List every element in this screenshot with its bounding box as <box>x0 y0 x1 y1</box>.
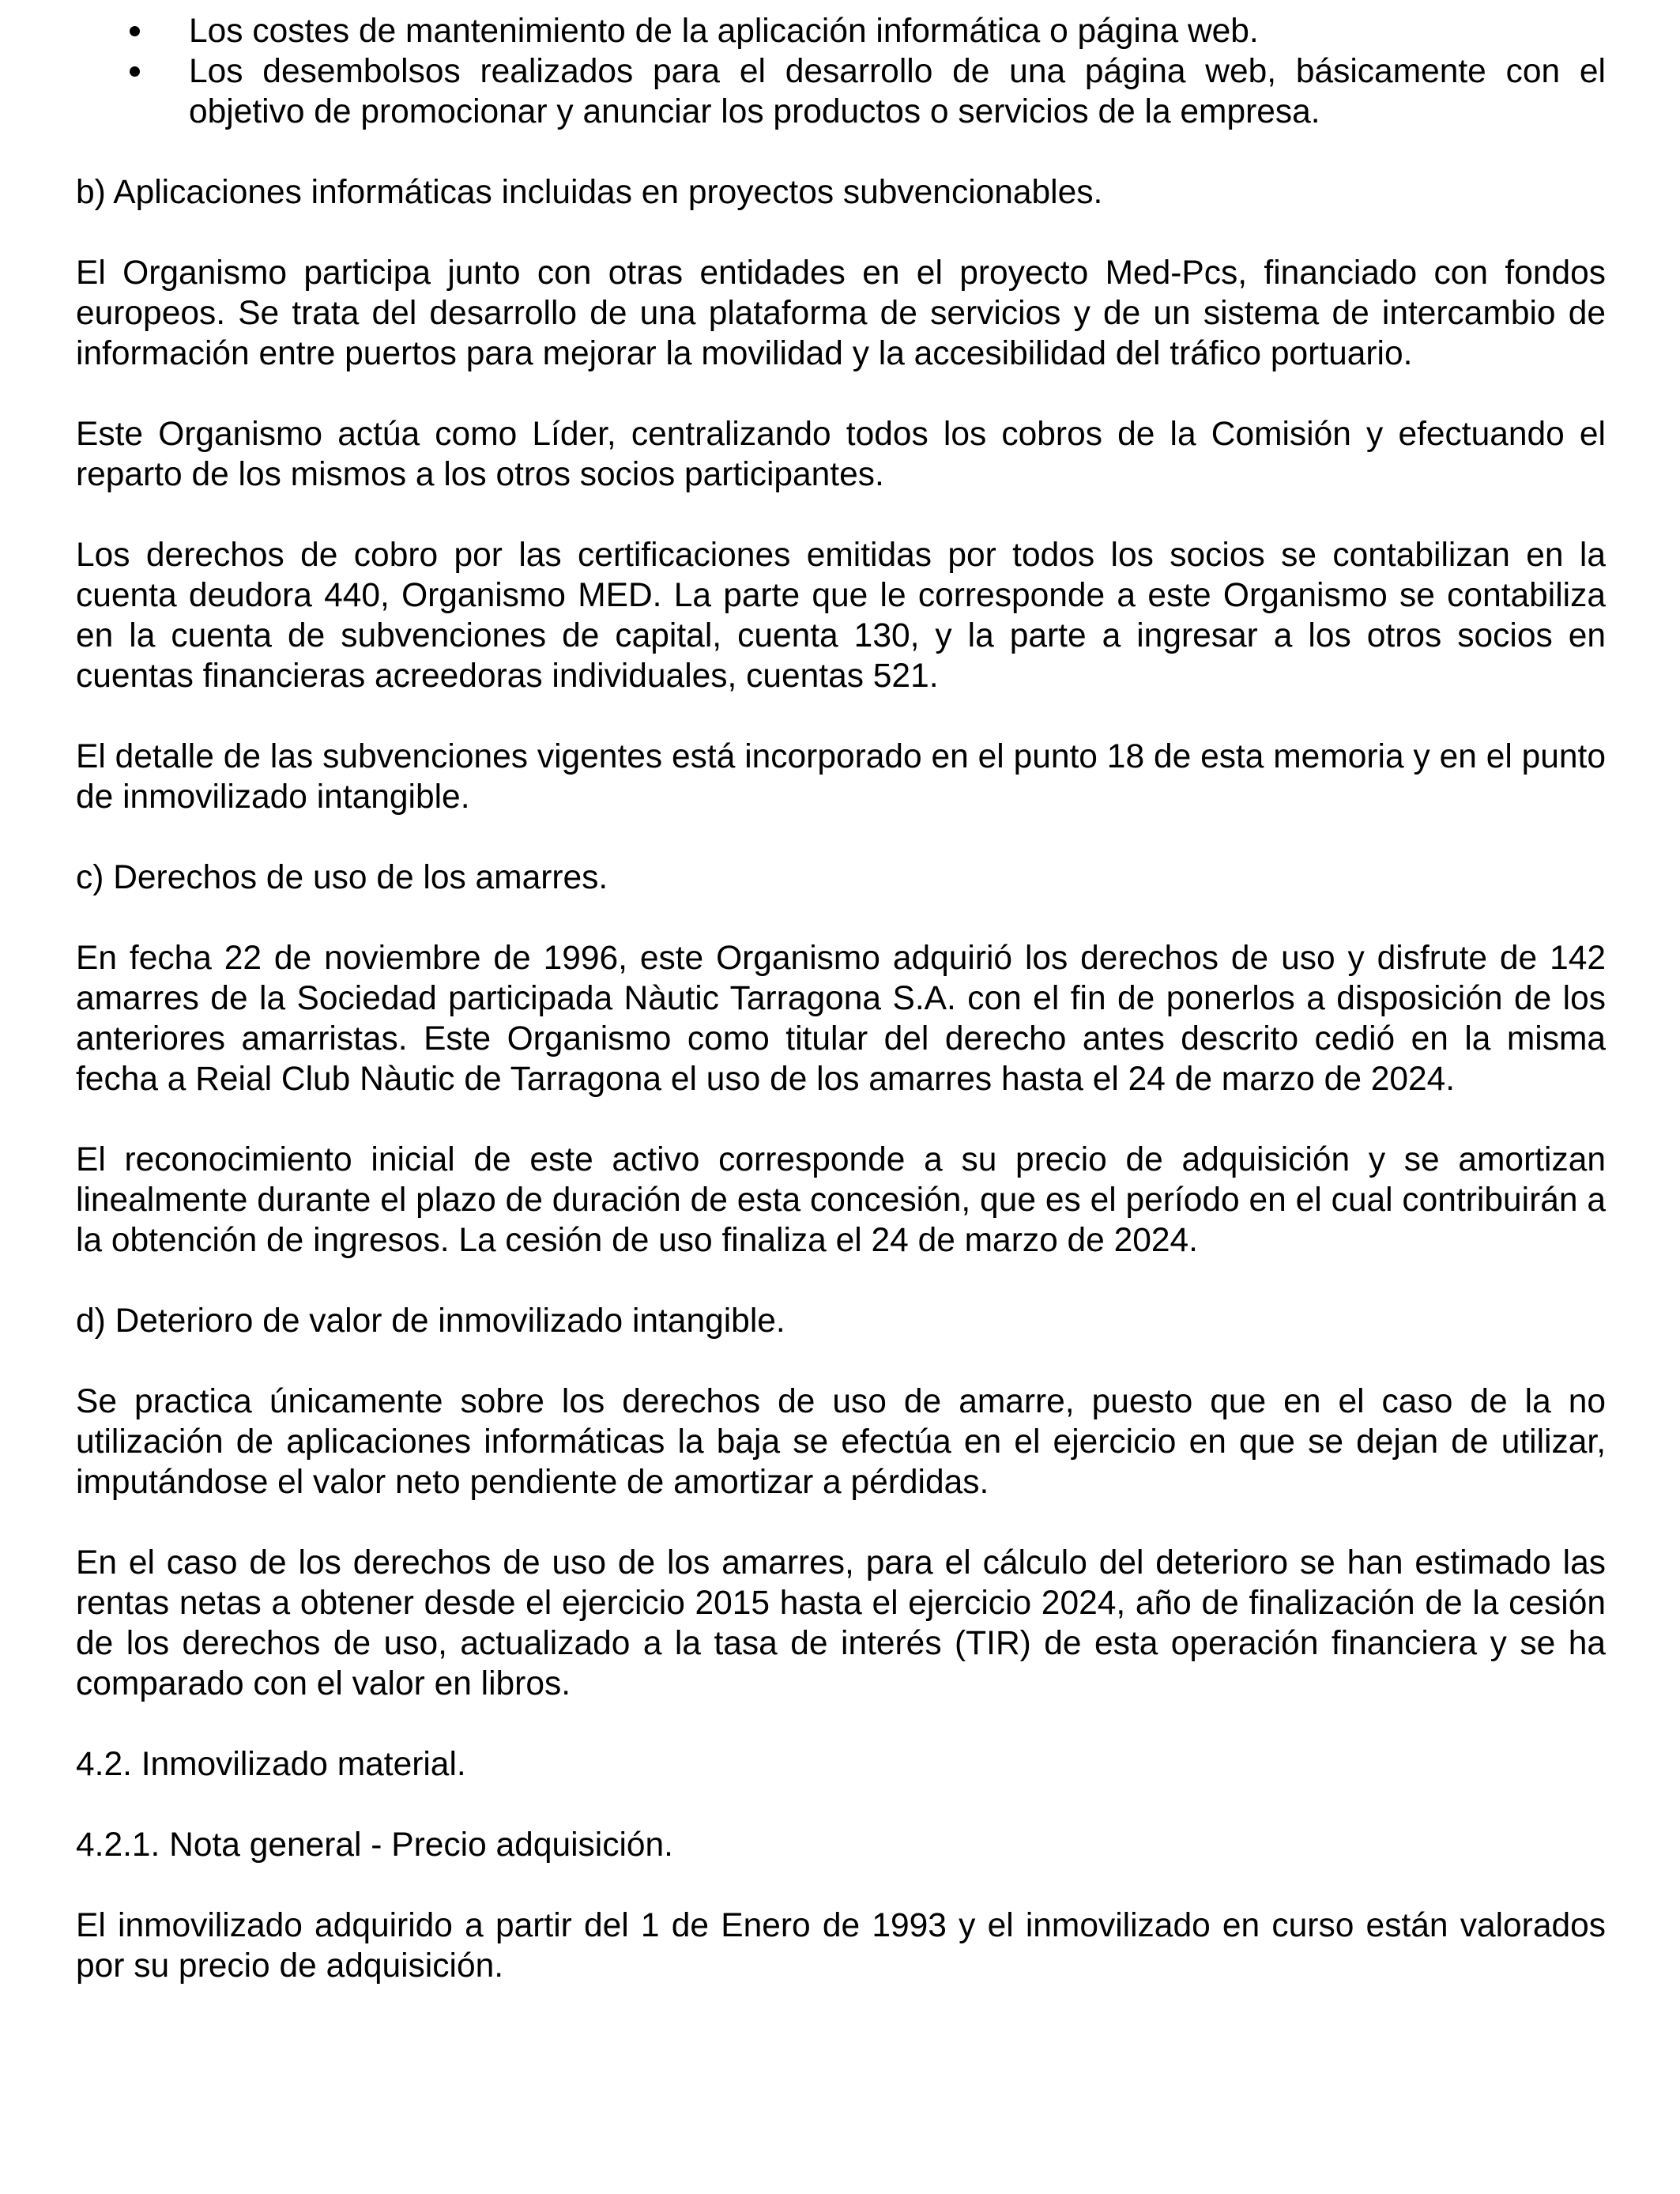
bullet-icon <box>130 26 140 36</box>
paragraph-reconocimiento: El reconocimiento inicial de este activo corresponde a su precio de adquisición y se amortizan linealmente durante el plazo de duración de esta concesión, que es el período en el cual contribuirán a la obtención de ingresos. La cesión de uso finaliza el 24 de marzo de 2024. <box>76 1141 1606 1259</box>
bullet-list <box>76 11 1606 132</box>
paragraph-subvenciones: El detalle de las subvenciones vigentes está incorporado en el punto 18 de esta memoria y en el punto de inmovilizado intangible. <box>76 738 1606 816</box>
paragraph-inmovilizado-adquirido: El inmovilizado adquirido a partir del 1 de Enero de 1993 y el inmovilizado en curso están valorados por su precio de adquisición. <box>76 1907 1606 1985</box>
paragraph-deterioro-calculo: En el caso de los derechos de uso de los amarres, para el cálculo del deterioro se han estimado las rentas netas a obtener desde el ejercicio 2015 hasta el ejercicio 2024, año de finalización de la cesión de los derechos de uso, actualizado a la tasa de interés (TIR) de esta operación financiera y se ha comparado con el valor en libros. <box>76 1544 1606 1702</box>
document-page <box>76 11 1606 2026</box>
list-item-text: Los desembolsos realizados para el desarrollo de una página web, básicamente con el objetivo de promocionar y anunciar los productos o servicios de la empresa. <box>189 53 1606 130</box>
section-heading-d: d) Deterioro de valor de inmovilizado intangible. <box>76 1302 785 1340</box>
section-heading-4-2: 4.2. Inmovilizado material. <box>76 1746 466 1783</box>
paragraph-med-pcs: El Organismo participa junto con otras entidades en el proyecto Med-Pcs, financiado con fondos europeos. Se trata del desarrollo de una plataforma de servicios y de un sistema de intercambio de información entre puertos para mejorar la movilidad y la accesibilidad del tráfico portuario. <box>76 254 1606 372</box>
section-heading-b: b) Aplicaciones informáticas incluidas en proyectos subvencionables. <box>76 174 1103 211</box>
paragraph-derechos-cobro: Los derechos de cobro por las certificaciones emitidas por todos los socios se contabilizan en la cuenta deudora 440, Organismo MED. La parte que le corresponde a este Organismo se contabiliza en la cuenta de subvenciones de capital, cuenta 130, y la parte a ingresar a los otros socios en cuentas financieras acreedoras individuales, cuentas 521. <box>76 537 1606 695</box>
bullet-icon <box>130 66 140 77</box>
paragraph-deterioro-practica: Se practica únicamente sobre los derechos de uso de amarre, puesto que en el caso de la no utilización de aplicaciones informáticas la baja se efectúa en el ejercicio en que se dejan de utilizar, imputándose el valor neto pendiente de amortizar a pérdidas. <box>76 1383 1606 1501</box>
paragraph-adquisicion-amarres: En fecha 22 de noviembre de 1996, este Organismo adquirió los derechos de uso y disfrute de 142 amarres de la Sociedad participada Nàutic Tarragona S.A. con el fin de ponerlos a disposición de los anteriores amarristas. Este Organismo como titular del derecho antes descrito cedió en la misma fecha a Reial Club Nàutic de Tarragona el uso de los amarres hasta el 24 de marzo de 2024. <box>76 940 1606 1098</box>
list-item <box>76 11 1606 51</box>
section-heading-4-2-1: 4.2.1. Nota general - Precio adquisición. <box>76 1826 673 1864</box>
list-item-text: Los costes de mantenimiento de la aplicación informática o página web. <box>189 13 1259 50</box>
list-item <box>76 51 1606 132</box>
section-heading-c: c) Derechos de uso de los amarres. <box>76 859 608 896</box>
paragraph-lider: Este Organismo actúa como Líder, centralizando todos los cobros de la Comisión y efectuando el reparto de los mismos a los otros socios participantes. <box>76 416 1606 493</box>
